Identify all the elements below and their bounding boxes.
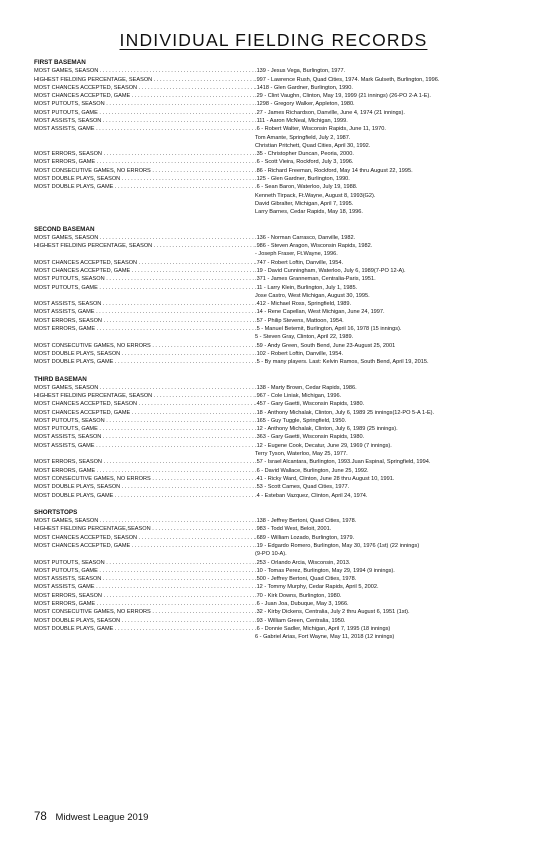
record-row xyxy=(34,475,534,483)
record-row xyxy=(34,325,534,342)
record-holder: . 747 - Robert Loftin, Danville, 1954. xyxy=(255,259,534,267)
record-holder: . 10 - Tomas Perez, Burlington, May 29, 1994 (9 innings). xyxy=(255,567,534,575)
record-label: MOST ERRORS, SEASON . . . xyxy=(34,592,255,600)
record-row xyxy=(34,100,534,108)
record-label: MOST DOUBLE PLAYS, GAME . . . xyxy=(34,492,255,500)
record-row xyxy=(34,84,534,92)
record-row xyxy=(34,317,534,325)
record-row xyxy=(34,575,534,583)
record-row xyxy=(34,425,534,433)
record-values xyxy=(255,100,534,108)
record-label: MOST GAMES, SEASON . . . xyxy=(34,517,255,525)
record-label: MOST CHANCES ACCEPTED, GAME . . . xyxy=(34,542,255,559)
record-holder: David Gibralter, Michigan, April 7, 1995. xyxy=(255,200,354,207)
record-label: MOST DOUBLE PLAYS, SEASON . . . xyxy=(34,617,255,625)
record-label: MOST PUTOUTS, GAME . . . xyxy=(34,284,255,301)
record-row xyxy=(34,409,534,417)
record-row xyxy=(34,525,534,533)
record-values xyxy=(255,542,534,559)
record-holder: . 138 - Jeffrey Bertoni, Quad Cities, 1978. xyxy=(255,517,534,525)
record-values xyxy=(255,483,534,491)
record-values xyxy=(255,67,534,75)
record-row xyxy=(34,467,534,475)
record-values xyxy=(255,400,534,408)
record-label: MOST DOUBLE PLAYS, GAME . . . xyxy=(34,358,255,366)
record-values xyxy=(255,150,534,158)
record-label: MOST ERRORS, SEASON . . . xyxy=(34,150,255,158)
record-row xyxy=(34,284,534,301)
record-row xyxy=(34,350,534,358)
record-label: HIGHEST FIELDING PERCENTAGE, SEASON . . . xyxy=(34,242,255,259)
record-holder: . 457 - Gary Gaetti, Wisconsin Rapids, 1980. xyxy=(255,400,534,408)
record-values xyxy=(255,608,534,616)
record-label: MOST CONSECUTIVE GAMES, NO ERRORS . . . xyxy=(34,475,255,483)
record-label: MOST ERRORS, GAME . . . xyxy=(34,158,255,166)
record-row xyxy=(34,308,534,316)
page-title: INDIVIDUAL FIELDING RECORDS xyxy=(119,30,428,50)
record-label: MOST PUTOUTS, GAME . . . xyxy=(34,109,255,117)
record-row xyxy=(34,442,534,459)
record-label: MOST CHANCES ACCEPTED, GAME . . . xyxy=(34,92,255,100)
section-heading: SECOND BASEMAN xyxy=(34,225,95,233)
record-values xyxy=(255,158,534,166)
record-row xyxy=(34,400,534,408)
record-holder: . 57 - Israel Alcantara, Burlington, 1993.Juan Espinal, Springfield, 1994. xyxy=(255,458,534,466)
record-values xyxy=(255,534,534,542)
record-row xyxy=(34,483,534,491)
record-values xyxy=(255,167,534,175)
record-label: MOST ERRORS, GAME . . . xyxy=(34,325,255,342)
record-holder: . 70 - Kirk Downs, Burlington, 1980. xyxy=(255,592,534,600)
record-label: MOST PUTOUTS, GAME . . . xyxy=(34,567,255,575)
record-holder: Tom Amante, Springfield, July 2, 1987. xyxy=(255,134,351,141)
record-row xyxy=(34,76,534,84)
record-label: MOST ASSISTS, GAME . . . xyxy=(34,308,255,316)
record-values xyxy=(255,76,534,84)
record-holder: . 35 - Christopher Duncan, Peoria, 2000. xyxy=(255,150,534,158)
record-values xyxy=(255,117,534,125)
record-values xyxy=(255,592,534,600)
record-values xyxy=(255,492,534,500)
record-holder: . 5 - Manuel Betemit, Burlington, April 16, 1978 (15 innings). xyxy=(255,325,534,333)
record-label: MOST PUTOUTS, SEASON . . . xyxy=(34,100,255,108)
record-holder: . 19 - Edgardo Romero, Burlington, May 30, 1976 (1st) (22 innings) xyxy=(255,542,534,550)
record-section xyxy=(34,509,534,642)
record-holder: . 165 - Guy Tuggle, Springfield, 1950. xyxy=(255,417,534,425)
record-values xyxy=(255,583,534,591)
record-holder: . 363 - Gary Gaetti, Wisconsin Rapids, 1980. xyxy=(255,433,534,441)
record-holder: . 102 - Robert Loftin, Danville, 1954. xyxy=(255,350,534,358)
record-row xyxy=(34,517,534,525)
record-holder: - Joseph Fraser, Ft.Wayne, 1996. xyxy=(255,251,338,258)
record-row xyxy=(34,275,534,283)
record-holder: . 1298 - Gregory Walker, Appleton, 1980. xyxy=(255,100,534,108)
page-number: 78 xyxy=(34,811,47,823)
record-values xyxy=(255,259,534,267)
record-row xyxy=(34,583,534,591)
record-holder: . 1418 - Glen Gardner, Burlington, 1990. xyxy=(255,84,534,92)
record-label: MOST CHANCES ACCEPTED, SEASON . . . xyxy=(34,400,255,408)
record-row xyxy=(34,242,534,259)
record-values xyxy=(255,625,534,642)
record-label: MOST CONSECUTIVE GAMES, NO ERRORS . . . xyxy=(34,167,255,175)
record-holder: . 689 - William Lozado, Burlington, 1979. xyxy=(255,534,534,542)
record-values xyxy=(255,109,534,117)
record-holder: . 12 - Tommy Murphy, Cedar Rapids, April 5, 2002. xyxy=(255,583,534,591)
record-values xyxy=(255,275,534,283)
record-label: MOST GAMES, SEASON . . . xyxy=(34,234,255,242)
record-label: MOST GAMES, SEASON . . . xyxy=(34,67,255,75)
record-row xyxy=(34,608,534,616)
record-label: MOST ERRORS, GAME . . . xyxy=(34,467,255,475)
record-holder: . 253 - Orlando Arcia, Wisconsin, 2013. xyxy=(255,559,534,567)
publication-name: Midwest League 2019 xyxy=(55,812,149,823)
record-section xyxy=(34,226,534,367)
record-label: HIGHEST FIELDING PERCENTAGE, SEASON . . . xyxy=(34,392,255,400)
record-values xyxy=(255,350,534,358)
record-holder: . 136 - Norman Carrasco, Danville, 1982. xyxy=(255,234,534,242)
record-holder: . 19 - David Cunningham, Waterloo, July 6, 1989(7-PO 12-A). xyxy=(255,267,534,275)
record-label: MOST CONSECUTIVE GAMES, NO ERRORS . . . xyxy=(34,608,255,616)
record-holder: . 12 - Eugene Cook, Decatur, June 29, 1969 (7 innings). xyxy=(255,442,534,450)
record-values xyxy=(255,183,534,216)
record-label: MOST ERRORS, SEASON . . . xyxy=(34,458,255,466)
record-label: MOST ASSISTS, SEASON . . . xyxy=(34,433,255,441)
record-label: MOST CHANCES ACCEPTED, GAME . . . xyxy=(34,409,255,417)
record-label: MOST DOUBLE PLAYS, GAME . . . xyxy=(34,183,255,216)
section-heading: FIRST BASEMAN xyxy=(34,59,86,66)
record-values xyxy=(255,242,534,259)
record-label: MOST PUTOUTS, GAME . . . xyxy=(34,425,255,433)
record-values xyxy=(255,409,534,417)
record-values xyxy=(255,458,534,466)
record-holder: . 967 - Cole Liniak, Michigan, 1996. xyxy=(255,392,534,400)
record-row xyxy=(34,542,534,559)
record-row xyxy=(34,125,534,150)
record-label: MOST ERRORS, GAME . . . xyxy=(34,600,255,608)
record-values xyxy=(255,617,534,625)
record-label: MOST ERRORS, SEASON . . . xyxy=(34,317,255,325)
record-label: MOST PUTOUTS, SEASON . . . xyxy=(34,559,255,567)
record-holder: . 997 - Lawrence Rush, Quad Cities, 1974. Mark Gulseth, Burlington, 1996. xyxy=(255,76,534,84)
record-row xyxy=(34,92,534,100)
record-holder: . 41 - Ricky Ward, Clinton, June 28 thru August 10, 1991. xyxy=(255,475,534,483)
record-values xyxy=(255,392,534,400)
record-label: MOST CHANCES ACCEPTED, SEASON . . . xyxy=(34,534,255,542)
record-row xyxy=(34,567,534,575)
record-values xyxy=(255,559,534,567)
record-values xyxy=(255,467,534,475)
record-row xyxy=(34,183,534,216)
record-label: MOST ASSISTS, SEASON . . . xyxy=(34,300,255,308)
record-label: HIGHEST FIELDING PERCENTAGE,SEASON . . . xyxy=(34,525,255,533)
record-holder: 5 - Steven Gray, Clinton, April 22, 1989. xyxy=(255,334,354,341)
record-holder: . 29 - Clint Vaughn, Clinton, May 19, 1999 (21 innings) (26-PO 2-A 1-E). xyxy=(255,92,534,100)
record-label: MOST CHANCES ACCEPTED, GAME . . . xyxy=(34,267,255,275)
record-holder: . 500 - Jeffrey Bertoni, Quad Cities, 1978. xyxy=(255,575,534,583)
record-values xyxy=(255,84,534,92)
record-label: MOST ASSISTS, GAME . . . xyxy=(34,583,255,591)
record-holder: . 14 - Rene Capellan, West Michigan, June 24, 1997. xyxy=(255,308,534,316)
record-holder: . 11 - Larry Klein, Burlington, July 1, 1985. xyxy=(255,284,534,292)
record-row xyxy=(34,167,534,175)
record-values xyxy=(255,308,534,316)
record-section xyxy=(34,59,534,217)
record-values xyxy=(255,317,534,325)
record-row xyxy=(34,342,534,350)
record-holder: Jose Castro, West Michigan, August 30, 1995. xyxy=(255,292,370,299)
record-holder: Kenneth Tirpack, Ft.Wayne, August 8, 1993(G2). xyxy=(255,192,376,199)
record-values xyxy=(255,125,534,150)
section-heading: SHORTSTOPS xyxy=(34,508,78,516)
record-row xyxy=(34,117,534,125)
record-values xyxy=(255,358,534,366)
record-label: MOST ASSISTS, GAME . . . xyxy=(34,442,255,459)
record-label: MOST ASSISTS, GAME . . . xyxy=(34,125,255,150)
record-label: MOST DOUBLE PLAYS, SEASON . . . xyxy=(34,175,255,183)
record-holder: . 371 - James Granneman, Centralia-Paris, 1951. xyxy=(255,275,534,283)
record-values xyxy=(255,575,534,583)
record-values xyxy=(255,433,534,441)
record-row xyxy=(34,67,534,75)
record-values xyxy=(255,267,534,275)
record-values xyxy=(255,325,534,342)
record-holder: . 93 - William Green, Centralia, 1950. xyxy=(255,617,534,625)
record-row xyxy=(34,358,534,366)
record-holder: . 125 - Glen Gardner, Burlington, 1990. xyxy=(255,175,534,183)
record-label: MOST CONSECUTIVE GAMES, NO ERRORS . . . xyxy=(34,342,255,350)
record-label: MOST DOUBLE PLAYS, GAME . . . xyxy=(34,625,255,642)
record-holder: . 86 - Richard Freeman, Rockford, May 14 thru August 22, 1995. xyxy=(255,167,534,175)
record-row xyxy=(34,392,534,400)
record-label: MOST DOUBLE PLAYS, SEASON . . . xyxy=(34,483,255,491)
record-holder: . 5 - By many players. Last: Kelvin Ramos, South Bend, April 19, 2015. xyxy=(255,358,534,366)
record-label: MOST PUTOUTS, SEASON . . . xyxy=(34,417,255,425)
record-holder: . 6 - Donnie Sadler, Michigan, April 7, 1995 (18 innings) xyxy=(255,625,534,633)
record-holder: . 139 - Jesus Vega, Burlington, 1977. xyxy=(255,67,534,75)
record-values xyxy=(255,284,534,301)
record-values xyxy=(255,417,534,425)
record-holder: . 6 - Sean Baron, Waterloo, July 19, 1988. xyxy=(255,183,534,191)
record-holder: Terry Tyson, Waterloo, May 25, 1977. xyxy=(255,451,348,458)
record-row xyxy=(34,234,534,242)
record-holder: . 12 - Anthony Michalak, Clinton, July 6, 1989 (25 innings). xyxy=(255,425,534,433)
record-values xyxy=(255,567,534,575)
record-holder: . 6 - David Wallace, Burlington, June 25, 1992. xyxy=(255,467,534,475)
record-label: MOST ASSISTS, SEASON . . . xyxy=(34,117,255,125)
record-holder: . 18 - Anthony Michalak, Clinton, July 6, 1989 25 innings(12-PO 5-A 1-E). xyxy=(255,409,534,417)
record-row xyxy=(34,417,534,425)
record-holder: Christian Pritchett, Quad Cities, April 30, 1992. xyxy=(255,142,371,149)
record-holder: . 59 - Andy Green, South Bend, June 23-August 25, 2001 xyxy=(255,342,534,350)
record-holder: . 412 - Michael Ross, Springfield, 1989. xyxy=(255,300,534,308)
record-values xyxy=(255,384,534,392)
record-holder: . 986 - Steven Aragon, Wisconsin Rapids, 1982. xyxy=(255,242,534,250)
record-holder: . 983 - Todd West, Beloit, 2001. xyxy=(255,525,534,533)
record-values xyxy=(255,600,534,608)
record-values xyxy=(255,300,534,308)
record-values xyxy=(255,92,534,100)
record-holder: (9-PO 10-A). xyxy=(255,551,287,558)
record-holder: . 27 - James Richardson, Danville, June 4, 1974 (21 innings). xyxy=(255,109,534,117)
record-holder: . 6 - Scott Vieira, Rockford, July 3, 1996. xyxy=(255,158,534,166)
record-values xyxy=(255,517,534,525)
record-values xyxy=(255,175,534,183)
record-holder: . 6 - Robert Walter, Wisconsin Rapids, June 11, 1970. xyxy=(255,125,534,133)
record-row xyxy=(34,617,534,625)
record-row xyxy=(34,259,534,267)
record-holder: . 6 - Juan Joa, Dubuque, May 3, 1966. xyxy=(255,600,534,608)
record-label: MOST PUTOUTS, SEASON . . . xyxy=(34,275,255,283)
record-values xyxy=(255,234,534,242)
record-values xyxy=(255,425,534,433)
record-holder: . 111 - Aaron McNeal, Michigan, 1999. xyxy=(255,117,534,125)
record-row xyxy=(34,458,534,466)
record-label: MOST DOUBLE PLAYS, SEASON . . . xyxy=(34,350,255,358)
record-row xyxy=(34,267,534,275)
record-row xyxy=(34,150,534,158)
record-row xyxy=(34,300,534,308)
record-holder: . 57 - Philip Stevens, Mattoon, 1954. xyxy=(255,317,534,325)
record-row xyxy=(34,109,534,117)
record-row xyxy=(34,433,534,441)
record-row xyxy=(34,158,534,166)
record-row xyxy=(34,600,534,608)
records-content xyxy=(34,59,534,651)
record-holder: . 4 - Esteban Vazquez, Clinton, April 24, 1974. xyxy=(255,492,534,500)
record-values xyxy=(255,475,534,483)
record-label: MOST CHANCES ACCEPTED, SEASON . . . xyxy=(34,84,255,92)
record-holder: . 32 - Kirby Dickens, Centralia, July 2 thru August 6, 1951 (1st). xyxy=(255,608,534,616)
record-row xyxy=(34,559,534,567)
record-label: MOST ASSISTS, SEASON . . . xyxy=(34,575,255,583)
record-values xyxy=(255,525,534,533)
record-section xyxy=(34,376,534,500)
record-row xyxy=(34,534,534,542)
record-label: MOST GAMES, SEASON . . . xyxy=(34,384,255,392)
record-row xyxy=(34,592,534,600)
record-row xyxy=(34,492,534,500)
section-heading: THIRD BASEMAN xyxy=(34,375,87,383)
record-label: HIGHEST FIELDING PERCENTAGE, SEASON . . . xyxy=(34,76,255,84)
record-row xyxy=(34,175,534,183)
record-values xyxy=(255,442,534,459)
record-row xyxy=(34,384,534,392)
record-values xyxy=(255,342,534,350)
record-holder: Larry Barnes, Cedar Rapids, May 18, 1996. xyxy=(255,209,363,216)
page-footer xyxy=(34,811,148,823)
record-holder: . 53 - Scott Cames, Quad Cities, 1977. xyxy=(255,483,534,491)
record-holder: . 138 - Marty Brown, Cedar Rapids, 1986. xyxy=(255,384,534,392)
record-label: MOST CHANCES ACCEPTED, SEASON . . . xyxy=(34,259,255,267)
record-row xyxy=(34,625,534,642)
record-holder: 6 - Gabriel Arias, Fort Wayne, May 11, 2018 (12 innings) xyxy=(255,634,395,641)
